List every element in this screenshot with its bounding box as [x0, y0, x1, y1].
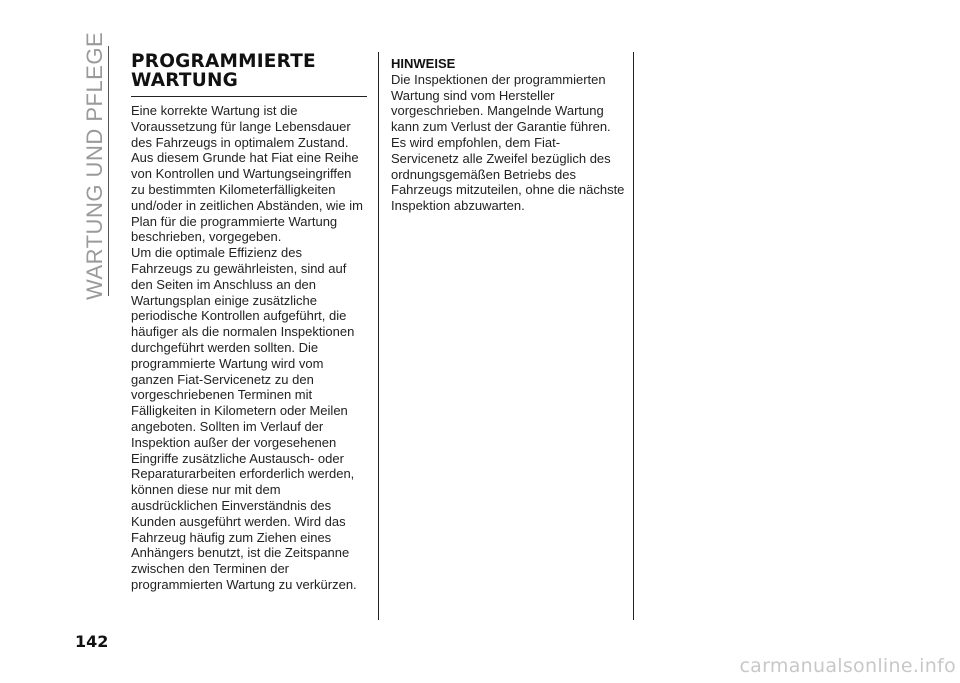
page-number: 142 [75, 632, 109, 651]
section-title-line1: PROGRAMMIERTE [131, 51, 316, 72]
section-title [131, 52, 367, 94]
main-column [131, 52, 367, 593]
chapter-side-title: WARTUNG UND PFLEGE [82, 31, 107, 300]
title-underline [131, 96, 367, 97]
section-paragraph-1: Eine korrekte Wartung ist die Voraussetzung für lange Lebensdauer des Fahrzeugs in optimalem Zustand. Aus diesem Grunde hat Fiat eine Reihe von Kontrollen und Wartungseingriffen zu bestimmten Kilometerfälligkeiten und/oder in zeitlichen Abständen, wie im Plan für die programmierte Wartung beschrieben, vorgegeben. [131, 103, 363, 245]
note-paragraph-2: Es wird empfohlen, dem Fiat-Servicenetz alle Zweifel bezüglich des ordnungsgemäßen Betriebs des Fahrzeugs mitzuteilen, ohne die nächste Inspektion abzuwarten. [391, 134, 625, 214]
watermark-logo: carmanualsonline.info [739, 655, 956, 677]
chapter-side-divider [108, 46, 109, 296]
note-column [391, 56, 627, 214]
section-paragraph-2: Um die optimale Effizienz des Fahrzeugs zu gewährleisten, sind auf den Seiten im Anschluss an den Wartungsplan einige zusätzliche periodische Kontrollen aufgeführt, die häufiger als die normalen Inspektionen durchgeführt werden sollten. Die programmierte Wartung wird vom ganzen Fiat-Servicenetz zu den vorgeschriebenen Terminen mit Fälligkeiten in Kilometern oder Meilen angeboten. Sollten im Verlauf der Inspektion außer der vorgesehenen Eingriffe zusätzliche Austausch- oder Reparaturarbeiten erforderlich werden, können diese nur mit dem ausdrücklichen Einverständnis des Kunden ausgeführt werden. Wird das Fahrzeug häufig zum Ziehen eines Anhängers benutzt, ist die Zeitspanne zwischen den Terminen der programmierten Wartung zu verkürzen. [131, 245, 357, 592]
note-title: HINWEISE [391, 56, 456, 71]
note-paragraph-1: Die Inspektionen der programmierten Wartung sind vom Hersteller vorgeschrieben. Mangelnde Wartung kann zum Verlust der Garantie führen. [391, 71, 611, 135]
column-divider-right [633, 52, 634, 620]
column-divider-left [378, 52, 379, 620]
section-title-line2: WARTUNG [131, 70, 239, 91]
